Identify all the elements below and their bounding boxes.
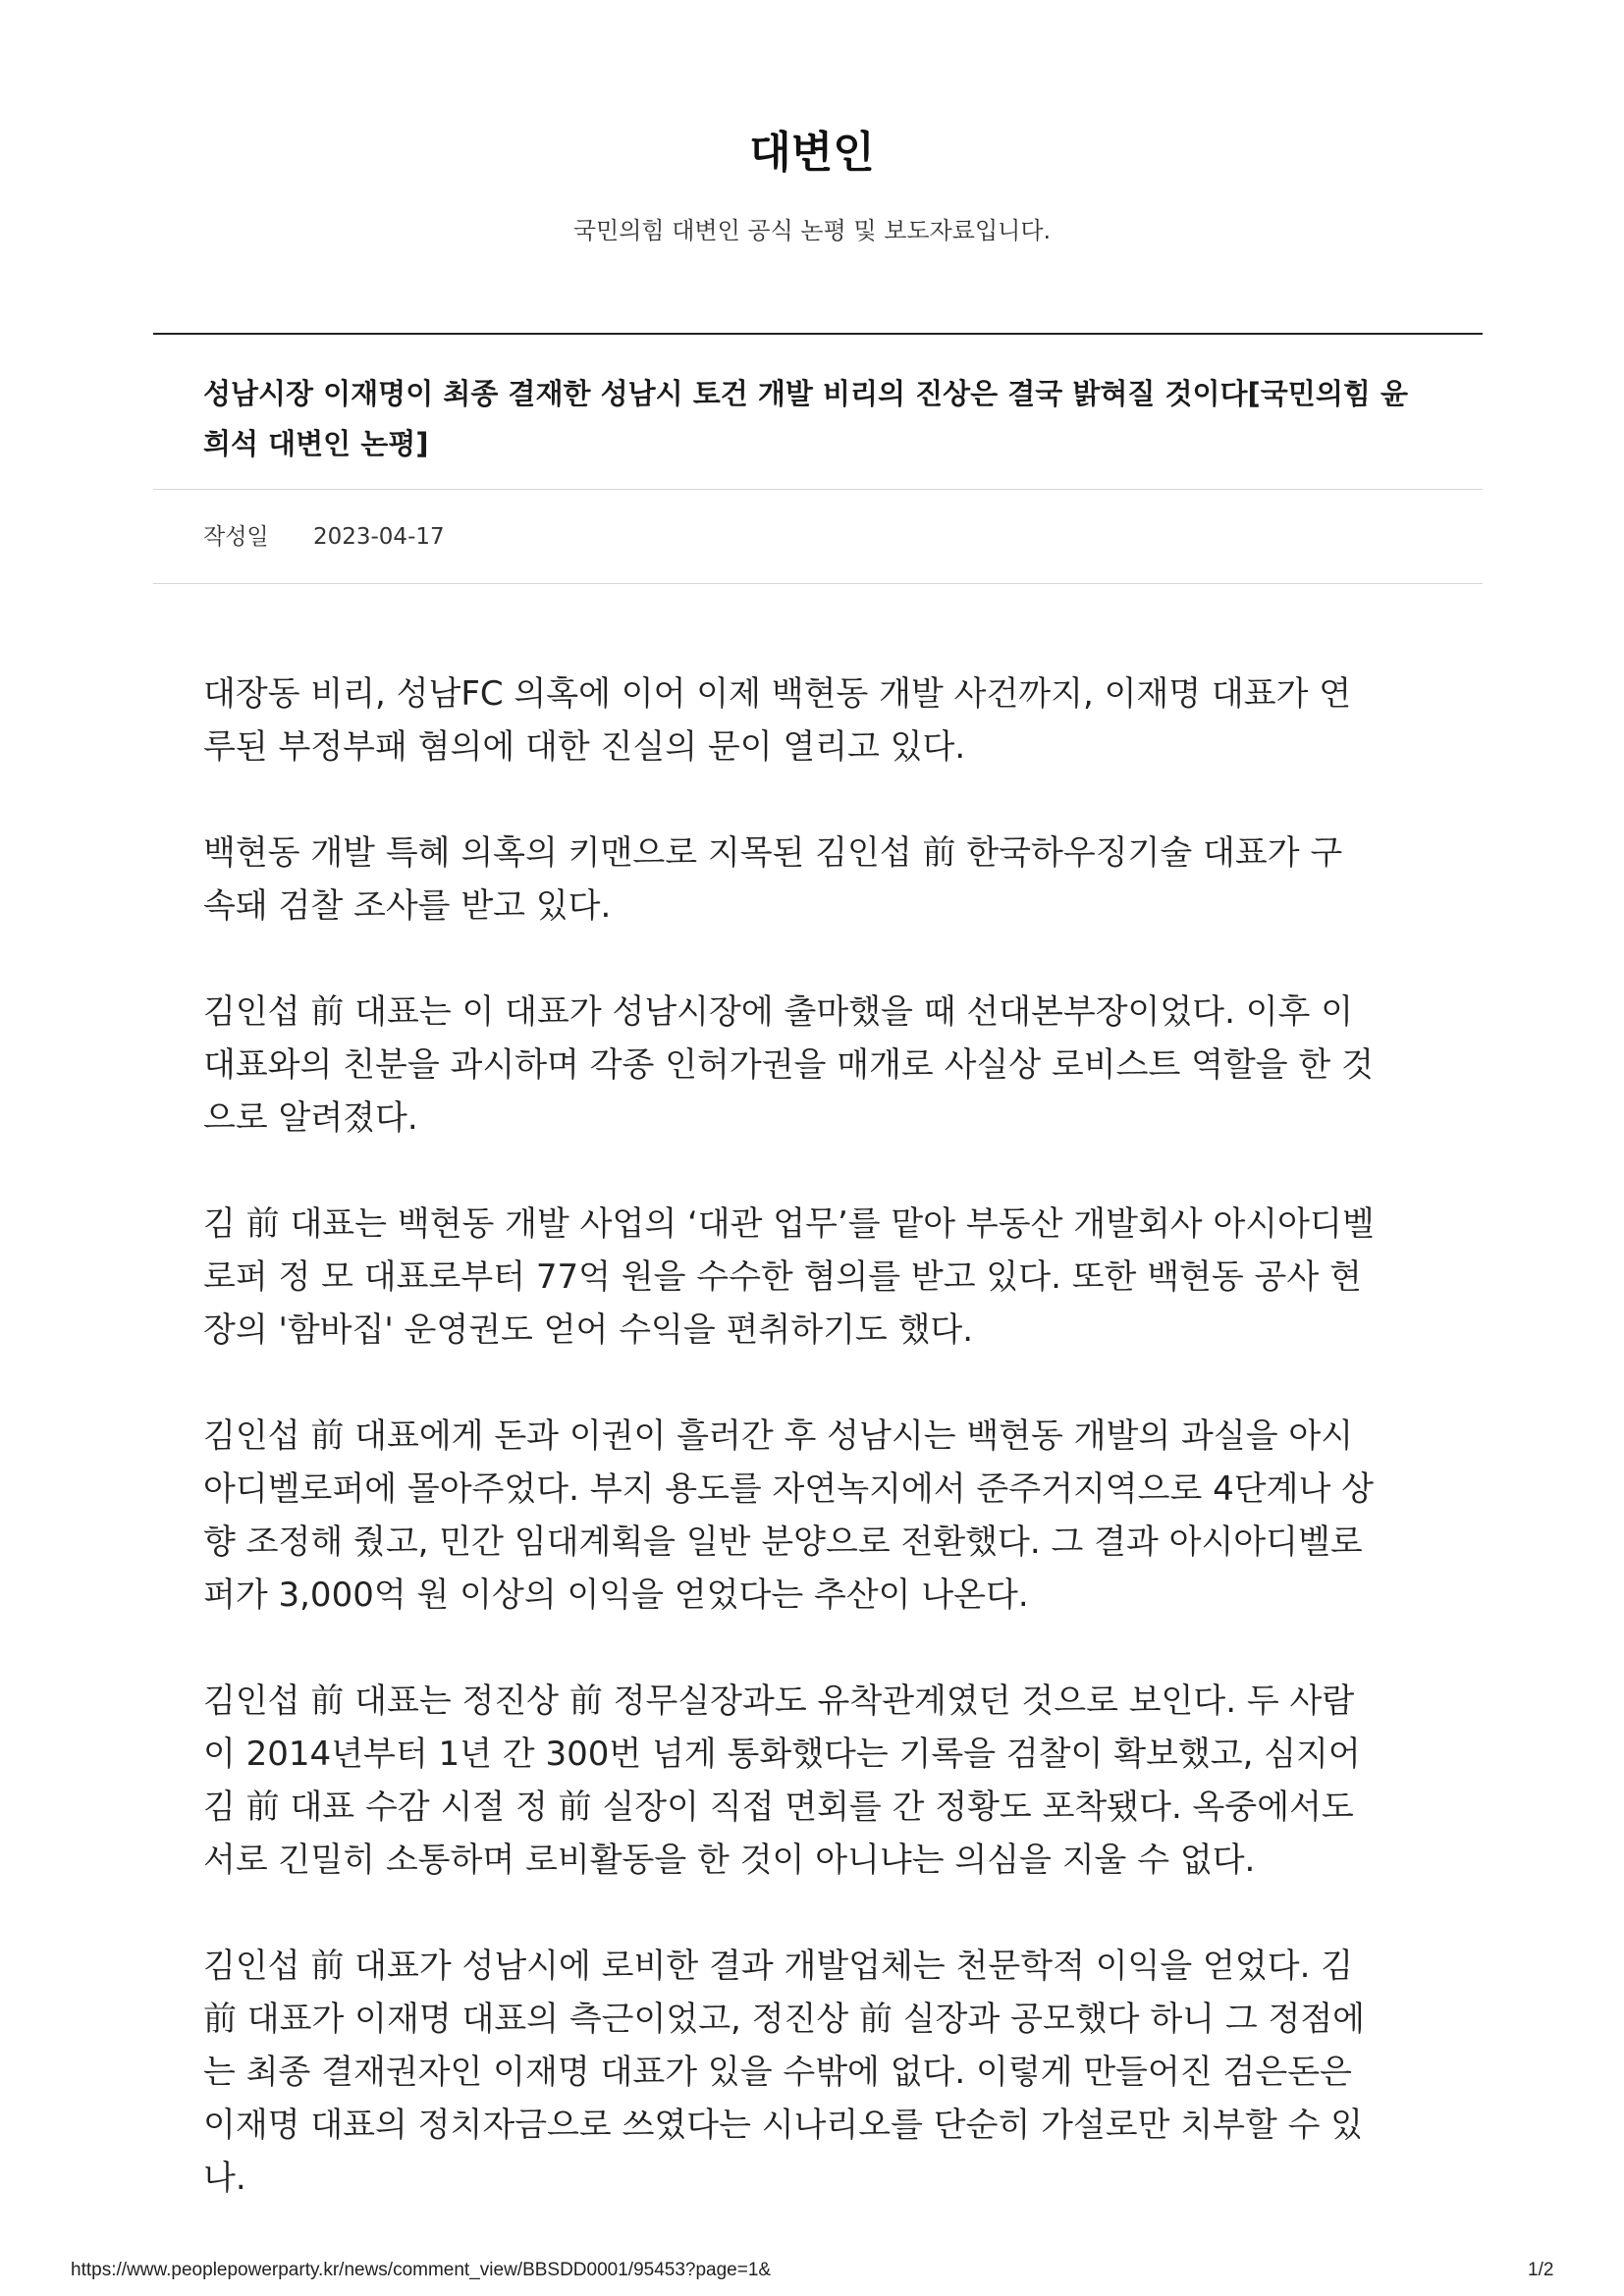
body-line: 으로 알려졌다. (203, 1098, 418, 1138)
body-line: 김인섭 前 대표에게 돈과 이권이 흘러간 후 성남시는 백현동 개발의 과실을 아시 (203, 1416, 1354, 1456)
body-line: 김 前 대표 수감 시절 정 前 실장이 직접 면회를 간 정황도 포착됐다. 옥중에서도 (203, 1788, 1354, 1827)
body-line: 백현동 개발 특혜 의혹의 키맨으로 지목된 김인섭 前 한국하우징기술 대표가 구 (203, 833, 1343, 873)
body-line: 나. (203, 2159, 246, 2198)
body-line: 대장동 비리, 성남FC 의혹에 이어 이제 백현동 개발 사건까지, 이재명 대표가 연 (203, 674, 1352, 714)
article-title (203, 369, 1450, 469)
site-title: 대변인 (749, 128, 875, 178)
body-line: 前 대표가 이재명 대표의 측근이었고, 정진상 前 실장과 공모했다 하니 그 정점에 (203, 2000, 1366, 2039)
header-divider (153, 333, 1483, 335)
body-line: 김인섭 前 대표가 성남시에 로비한 결과 개발업체는 천문학적 이익을 얻었다. 김 (203, 1947, 1354, 1986)
body-paragraph (203, 1410, 1470, 1622)
article-meta (203, 520, 445, 554)
body-paragraph (203, 1940, 1470, 2205)
body-line: 김 前 대표는 백현동 개발 사업의 ‘대관 업무’를 맡아 부동산 개발회사 아시아디벨 (203, 1204, 1375, 1244)
body-line: 루된 부정부패 혐의에 대한 진실의 문이 열리고 있다. (203, 727, 966, 767)
footer-url: https://www.peoplepowerparty.kr/news/comment_view/BBSDD0001/95453?page=1& (71, 2260, 772, 2280)
body-line: 이재명 대표의 정치자금으로 쓰였다는 시나리오를 단순히 가설로만 치부할 수 있 (203, 2106, 1364, 2145)
body-paragraph (203, 1675, 1470, 1887)
body-line: 서로 긴밀히 소통하며 로비활동을 한 것이 아니냐는 의심을 지울 수 없다. (203, 1841, 1256, 1880)
body-line: 장의 '함바집' 운영권도 얻어 수익을 편취하기도 했다. (203, 1310, 974, 1350)
body-line: 속돼 검찰 조사를 받고 있다. (203, 886, 612, 926)
article-title-line: 희석 대변인 논평] (203, 427, 429, 460)
meta-date-label: 작성일 (203, 524, 269, 550)
article-title-line: 성남시장 이재명이 최종 결재한 성남시 토건 개발 비리의 진상은 결국 밝혀질 것이다[국민의힘 윤 (203, 377, 1408, 410)
body-line: 이 2014년부터 1년 간 300번 넘게 통화했다는 기록을 검찰이 확보했고, 심지어 (203, 1735, 1361, 1774)
body-paragraph (203, 667, 1470, 774)
body-line: 퍼가 3,000억 원 이상의 이익을 얻었다는 추산이 나온다. (203, 1575, 1029, 1615)
body-line: 김인섭 前 대표는 정진상 前 정무실장과도 유착관계였던 것으로 보인다. 두 사람 (203, 1682, 1355, 1721)
footer-page-number: 1/2 (1528, 2260, 1554, 2280)
body-line: 는 최종 결재권자인 이재명 대표가 있을 수밖에 없다. 이렇게 만들어진 검은돈은 (203, 2053, 1352, 2092)
article-body (203, 667, 1470, 2258)
body-paragraph (203, 986, 1470, 1145)
body-line: 향 조정해 줬고, 민간 임대계획을 일반 분양으로 전환했다. 그 결과 아시아디벨로 (203, 1522, 1363, 1562)
body-line: 로퍼 정 모 대표로부터 77억 원을 수수한 혐의를 받고 있다. 또한 백현동 공사 현 (203, 1257, 1362, 1297)
body-line: 대표와의 친분을 과시하며 각종 인허가권을 매개로 사실상 로비스트 역할을 한 것 (203, 1045, 1374, 1085)
body-line: 김인섭 前 대표는 이 대표가 성남시장에 출마했을 때 선대본부장이었다. 이후 이 (203, 992, 1354, 1032)
site-subtitle: 국민의힘 대변인 공식 논평 및 보도자료입니다. (572, 217, 1052, 244)
body-line: 아디벨로퍼에 몰아주었다. 부지 용도를 자연녹지에서 준주거지역으로 4단계나 상 (203, 1469, 1374, 1509)
body-paragraph (203, 1198, 1470, 1357)
title-divider (153, 489, 1483, 490)
meta-date-value: 2023-04-17 (312, 524, 445, 550)
body-paragraph (203, 827, 1470, 933)
meta-divider (153, 583, 1483, 584)
